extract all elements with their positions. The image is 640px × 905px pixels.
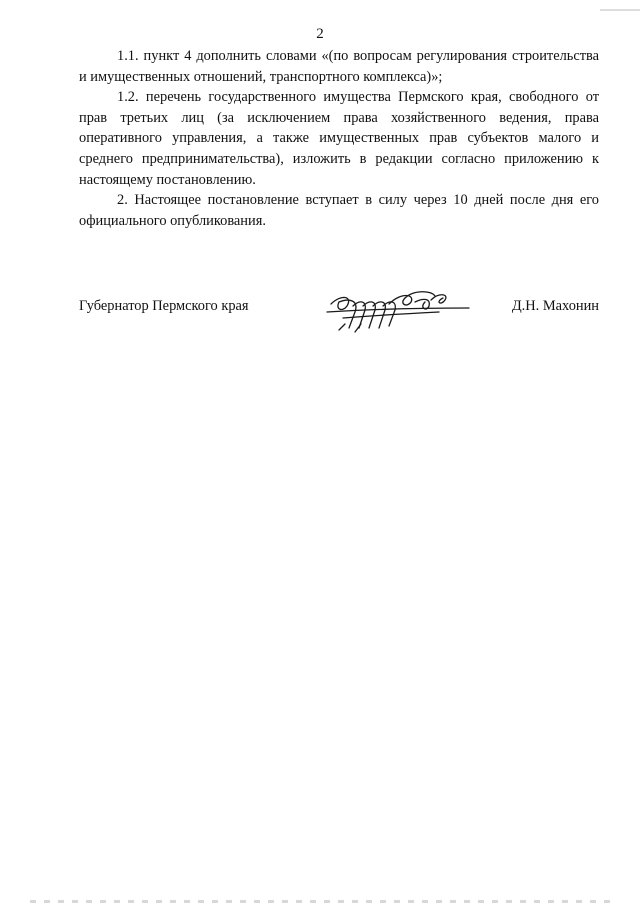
signature-block [79, 296, 599, 336]
paragraph-1-1: 1.1. пункт 4 дополнить словами «(по вопросам регулирования строительства и имущественных отношений, транспортного комплекса)»; [79, 48, 599, 85]
handwritten-signature [319, 288, 479, 336]
scan-bottom-artifact [30, 900, 610, 903]
paragraph-1-2: 1.2. перечень государственного имущества Пермского края, свободного от прав третьих лиц (за исключением права хозяйственного ведения, права оперативного управления, а также имущественных прав субъектов малого и среднего предпринимательства), изложить в редакции согласно приложению к настоящему постановлению. [79, 89, 599, 188]
paragraph-2: 2. Настоящее постановление вступает в силу через 10 дней после дня его официального опубликования. [79, 192, 599, 229]
page-number: 2 [316, 26, 324, 42]
signatory-position: Губернатор Пермского края [79, 298, 249, 314]
scan-edge-mark [600, 0, 640, 4]
document-body [79, 46, 599, 231]
signatory-name: Д.Н. Махонин [511, 298, 599, 314]
